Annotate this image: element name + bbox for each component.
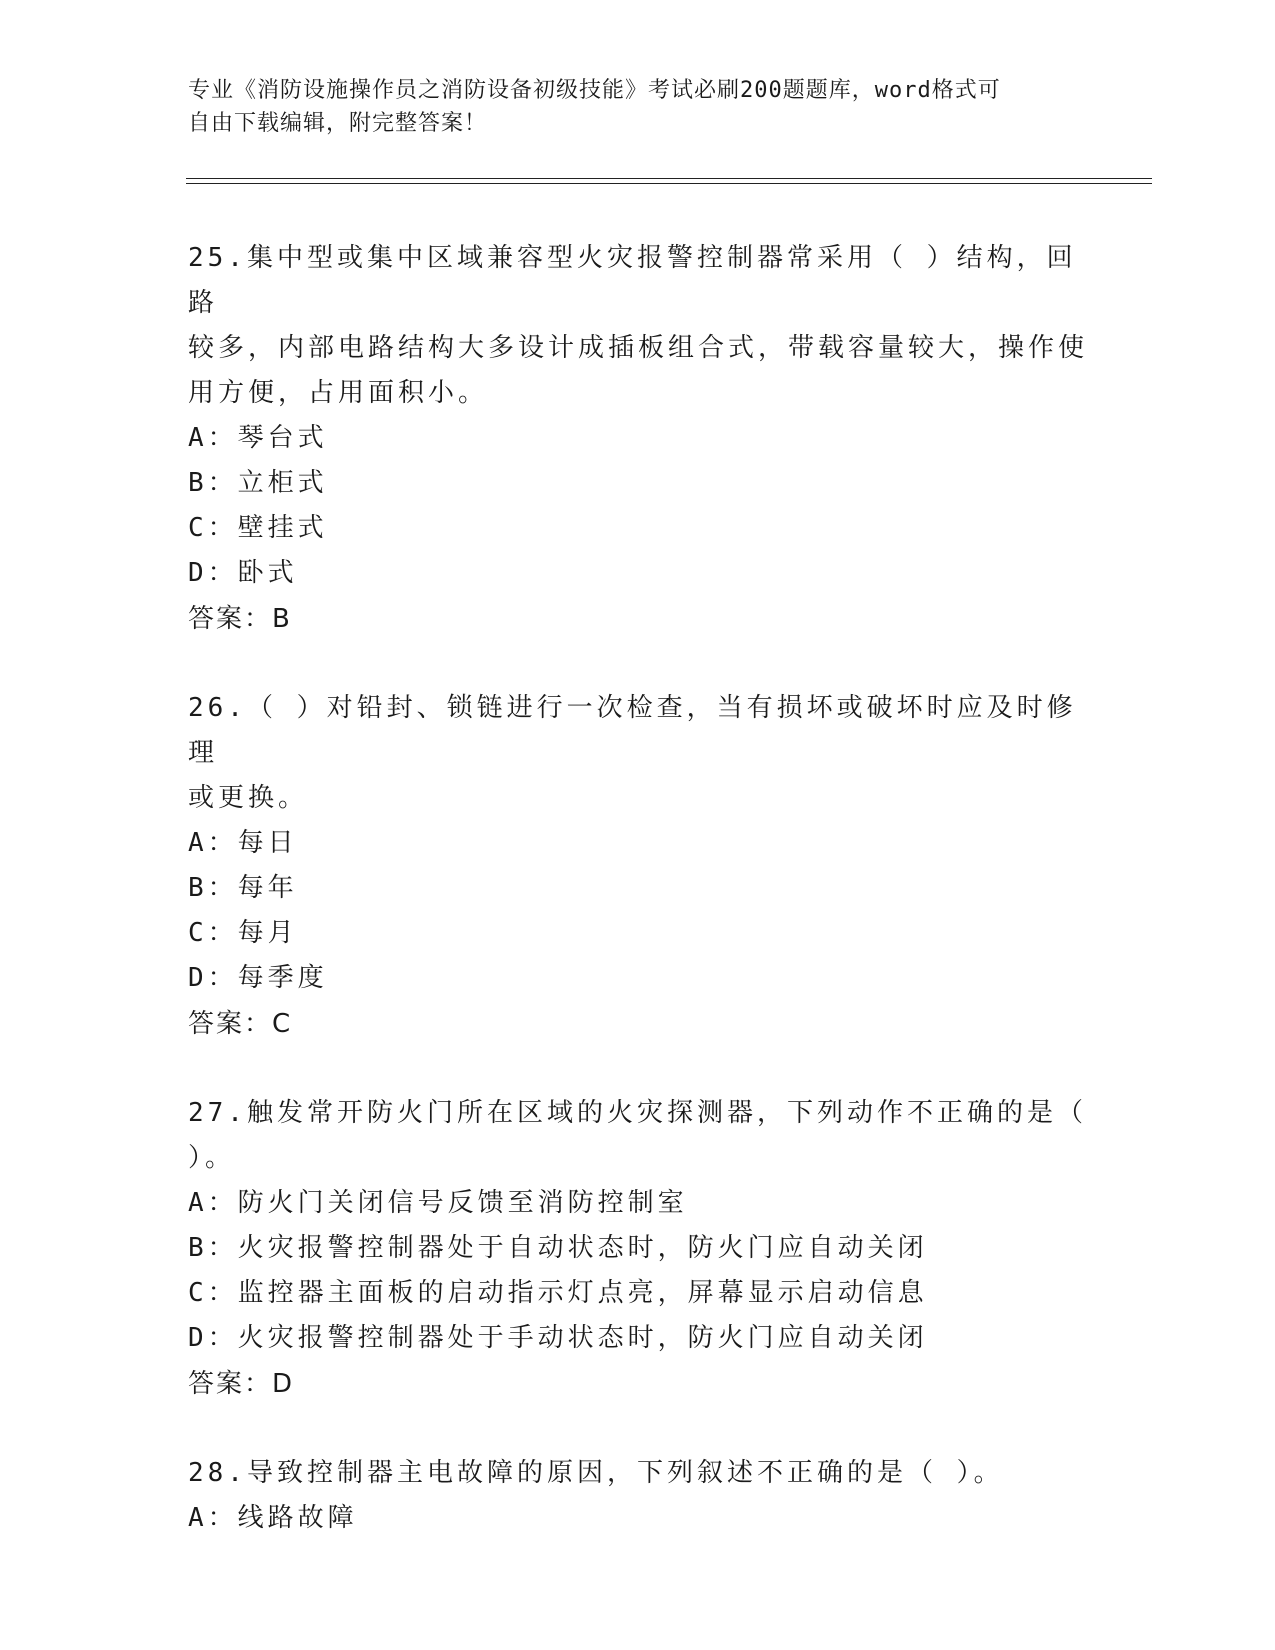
option-c: C：每月: [188, 918, 298, 948]
question-stem: [188, 1451, 1088, 1496]
question-stem: [188, 236, 1088, 416]
option-a: A：琴台式: [188, 423, 328, 453]
stem-line: 28.导致控制器主电故障的原因，下列叙述不正确的是（ ）。: [188, 1458, 1004, 1488]
header-line-2: 自由下载编辑，附完整答案！: [188, 111, 488, 136]
document-header: [188, 74, 1088, 140]
question-25: [188, 236, 1088, 642]
option-d: D：每季度: [188, 963, 328, 993]
question-28: [188, 1451, 1088, 1541]
answer: 答案：D: [188, 1369, 295, 1399]
question-stem: [188, 686, 1088, 821]
option-a: A：线路故障: [188, 1503, 358, 1533]
header-divider-bottom: [186, 183, 1152, 184]
stem-line: 较多，内部电路结构大多设计成插板组合式，带载容量较大，操作使: [188, 333, 1089, 363]
stem-line: 27.触发常开防火门所在区域的火灾探测器，下列动作不正确的是（: [188, 1098, 1087, 1128]
answer: 答案：B: [188, 604, 292, 634]
option-b: B：每年: [188, 873, 298, 903]
answer: 答案：C: [188, 1009, 293, 1039]
question-stem: [188, 1091, 1088, 1181]
option-a: A：防火门关闭信号反馈至消防控制室: [188, 1188, 688, 1218]
option-c: C：监控器主面板的启动指示灯点亮，屏幕显示启动信息: [188, 1278, 928, 1308]
header-line-1: 专业《消防设施操作员之消防设备初级技能》考试必刷200题题库，word格式可: [188, 78, 1001, 103]
stem-line: 25.集中型或集中区域兼容型火灾报警控制器常采用（ ）结构，回路: [188, 243, 1077, 318]
question-26: [188, 686, 1088, 1047]
question-27: [188, 1091, 1088, 1407]
option-c: C：壁挂式: [188, 513, 328, 543]
header-divider-top: [186, 178, 1152, 179]
stem-line: 26.（ ）对铅封、锁链进行一次检查，当有损坏或破坏时应及时修理: [188, 693, 1077, 768]
question-list: [188, 236, 1088, 1585]
option-d: D：火灾报警控制器处于手动状态时，防火门应自动关闭: [188, 1323, 928, 1353]
stem-line: ）。: [188, 1143, 236, 1173]
option-a: A：每日: [188, 828, 298, 858]
stem-line: 用方便，占用面积小。: [188, 378, 489, 408]
stem-line: 或更换。: [188, 783, 309, 813]
option-b: B：火灾报警控制器处于自动状态时，防火门应自动关闭: [188, 1233, 928, 1263]
option-b: B：立柜式: [188, 468, 328, 498]
option-d: D：卧式: [188, 558, 298, 588]
